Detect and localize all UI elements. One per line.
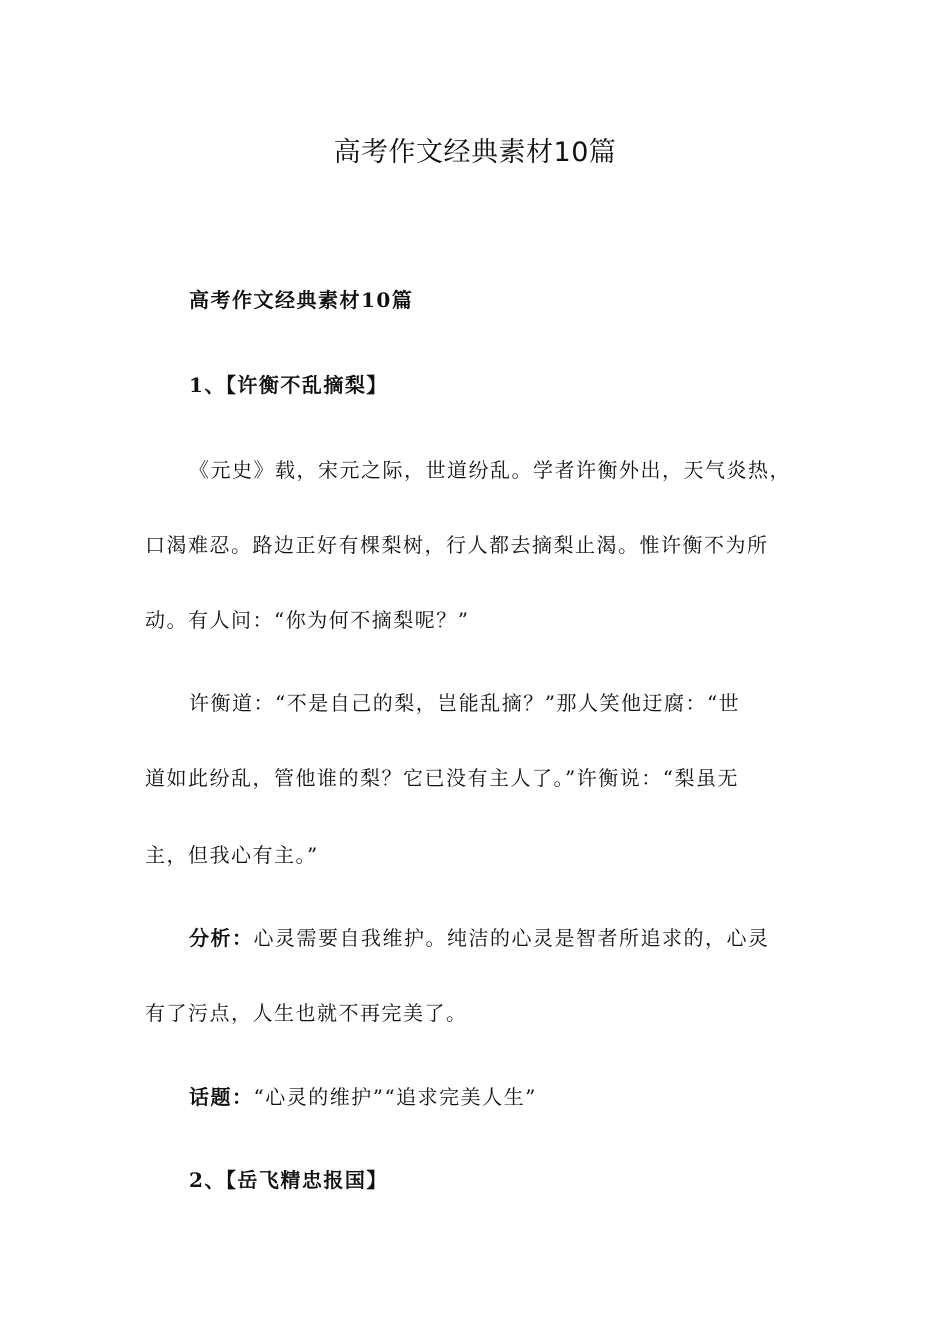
paragraph-line: 口渴难忍。路边正好有棵梨树，行人都去摘梨止渴。惟许衡不为所 <box>145 533 769 557</box>
topic-text: “心灵的维护”“追求完美人生” <box>253 1085 537 1109</box>
paragraph-line: 许衡道：“不是自己的梨，岂能乱摘？”那人笑他迂腐：“世 <box>189 691 741 715</box>
analysis-line <box>189 923 770 953</box>
paragraph-line: 道如此纷乱，管他谁的梨？它已没有主人了。”许衡说：“梨虽无 <box>145 766 739 790</box>
section-1-heading: 1、【许衡不乱摘梨】 <box>189 373 388 397</box>
subtitle: 高考作文经典素材10篇 <box>189 288 414 312</box>
topic-label: 话题： <box>189 1085 254 1109</box>
topic-line <box>189 1082 537 1112</box>
section-2-heading: 2、【岳飞精忠报国】 <box>189 1168 388 1192</box>
document-title: 高考作文经典素材10篇 <box>333 137 617 168</box>
paragraph-line: 动。有人问：“你为何不摘梨呢？” <box>145 608 470 632</box>
paragraph-line: 《元史》载，宋元之际，世道纷乱。学者许衡外出，天气炎热， <box>189 458 791 482</box>
analysis-text: 心灵需要自我维护。纯洁的心灵是智者所追求的，心灵 <box>253 926 770 950</box>
paragraph-line: 主，但我心有主。” <box>145 843 319 867</box>
analysis-label: 分析： <box>189 926 254 950</box>
paragraph-line: 有了污点，人生也就不再完美了。 <box>145 1001 468 1025</box>
